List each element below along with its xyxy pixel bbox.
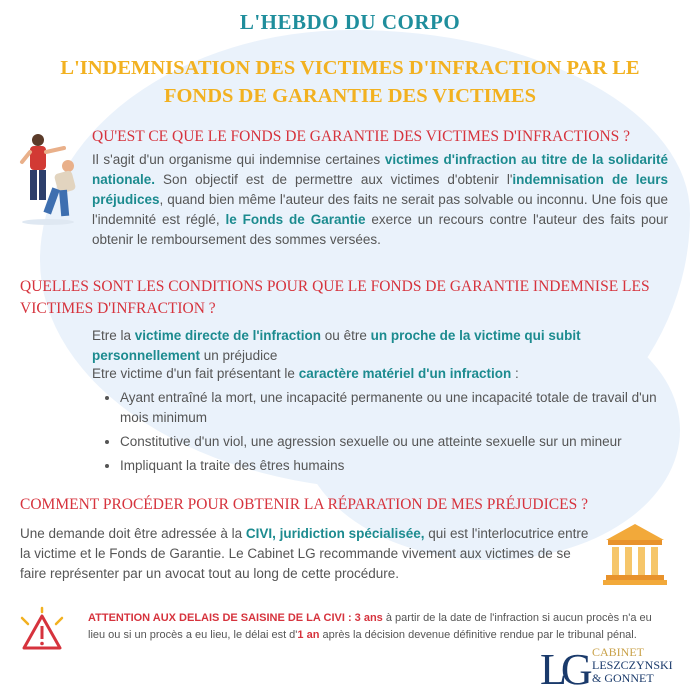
- warning-text-2: après la décision devenue définitive rendue par le tribunal pénal.: [319, 629, 637, 641]
- section2-question: [20, 276, 690, 320]
- section1-text-3: , quand bien même l'auteur des faits ne serait pas solvable ou inconnu. Une fois que l'indemnité est réglé,: [92, 192, 668, 227]
- section1-highlight-2: indemnisation de leurs préjudices: [92, 172, 669, 207]
- condition-2: [92, 364, 670, 384]
- section3-text-2: qui est l'interlocutrice entre la victime et le Fonds de Garantie. Le Cabinet LG recommande vivement aux victimes de se faire représenter par un avocat tout au long de cette procédure.: [20, 526, 589, 581]
- section3-paragraph: [20, 524, 590, 584]
- list-item: • Ayant entraîné la mort, une incapacité permanente ou une incapacité totale de travail d'un mois minimum: [120, 388, 670, 428]
- warning-title: ATTENTION AUX DELAIS DE SAISINE DE LA CIVI :: [88, 612, 355, 624]
- section1-question: QU'EST CE QUE LE FONDS DE GARANTIE DES VICTIMES D'INFRACTIONS ?: [92, 128, 631, 145]
- section1-text-4: exerce un recours contre l'auteur des faits pour obtenir le remboursement des sommes versées.: [92, 212, 668, 247]
- condition-2-text-a: Etre victime d'un fait présentant le: [92, 366, 299, 381]
- condition-1-highlight-1: victime directe de l'infraction: [134, 328, 322, 343]
- page-title-line-1: L'INDEMNISATION DES VICTIMES D'INFRACTION PAR LE: [60, 57, 640, 79]
- section3-text-1: Une demande doit être adressée à la: [20, 526, 246, 541]
- section1-text-2: Son objectif est de permettre aux victimes d'obtenir l': [155, 172, 513, 187]
- list-item: • Constitutive d'un viol, une agression sexuelle ou une atteinte sexuelle sur un mineur: [120, 432, 670, 452]
- section3-question: COMMENT PROCÉDER POUR OBTENIR LA RÉPARATION DE MES PRÉJUDICES ?: [20, 496, 588, 513]
- section2-question-line-1: QUELLES SONT LES CONDITIONS POUR QUE LE FONDS DE GARANTIE INDEMNISE LES: [20, 278, 650, 295]
- section3-highlight: CIVI, juridiction spécialisée,: [245, 526, 425, 541]
- warning-text-1: à partir de la date de l'infraction si aucun procès n'a eu lieu ou si un procès a eu lieu, le délai est d': [88, 612, 652, 641]
- warning-icon: [16, 606, 68, 658]
- condition-1-text-a: Etre la: [92, 328, 135, 343]
- warning-highlight-1: 3 ans: [354, 612, 383, 624]
- logo-text: [592, 646, 673, 685]
- condition-1-highlight-2: un proche de la victime qui subit personnellement: [92, 328, 581, 363]
- warning-paragraph: [88, 610, 666, 644]
- condition-2-text-b: :: [511, 366, 519, 381]
- warning-highlight-2: 1 an: [297, 629, 320, 641]
- logo-line-1: CABINET: [592, 645, 644, 659]
- logo-line-3: & GONNET: [592, 671, 654, 685]
- section1-text-1: Il s'agit d'un organisme qui indemnise certaines: [92, 152, 385, 167]
- logo-line-2: LESZCZYNSKI: [592, 658, 673, 672]
- fight-illustration-icon: [18, 128, 88, 228]
- list-item: • Impliquant la traite des êtres humains: [120, 456, 670, 476]
- condition-1-text-b: ou être: [321, 328, 371, 343]
- section1-highlight-1: victimes d'infraction au titre de la solidarité nationale.: [92, 152, 668, 187]
- page-title: [30, 54, 670, 110]
- condition-1: [92, 326, 670, 366]
- section1-highlight-3: le Fonds de Garantie: [225, 212, 366, 227]
- section1-paragraph: [92, 150, 668, 250]
- condition-2-highlight: caractère matériel d'un infraction: [298, 366, 512, 381]
- condition-bullet-list: [102, 388, 670, 480]
- section2-question-line-2: VICTIMES D'INFRACTION ?: [20, 300, 216, 317]
- page-title-line-2: FONDS DE GARANTIE DES VICTIMES: [163, 85, 537, 107]
- courthouse-icon: [600, 520, 670, 590]
- brand-title: L'HEBDO DU CORPO: [239, 10, 461, 34]
- logo-monogram: LG: [540, 645, 587, 694]
- condition-1-text-c: un préjudice: [200, 348, 278, 363]
